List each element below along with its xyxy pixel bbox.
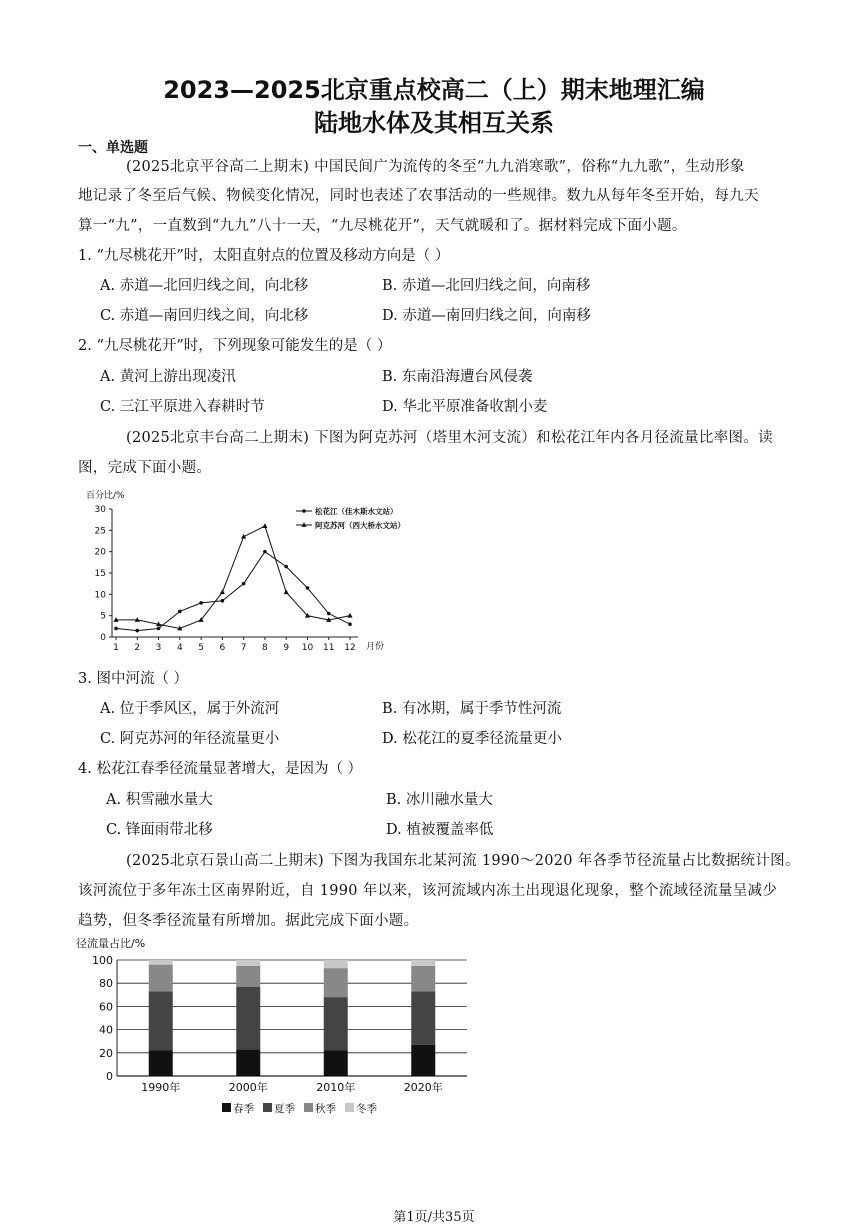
series-line [116, 526, 350, 628]
legend-label: 秋季 [315, 1103, 336, 1115]
data-point [114, 627, 118, 631]
bar-segment [324, 968, 348, 997]
legend-label: 春季 [233, 1103, 254, 1115]
y-axis-label: 径流量占比/% [76, 937, 146, 950]
option-b[interactable]: B. 冰川融水量大 [386, 792, 493, 808]
x-tick-label: 1 [113, 643, 119, 653]
bar-segment [411, 1045, 435, 1076]
option-a[interactable]: A. 积雪融水量大 [106, 792, 213, 808]
y-tick-label: 5 [100, 611, 106, 622]
bar-segment [324, 960, 348, 968]
y-tick-label: 80 [99, 977, 113, 991]
x-axis-label: 月份 [366, 642, 385, 652]
x-tick-label: 2010年 [316, 1081, 356, 1094]
data-point [135, 629, 139, 633]
passage3-line: 该河流位于多年冻土区南界附近，自 1990 年以来，该河流域内冻土出现退化现象，整个流域径流量呈减少 [78, 883, 778, 899]
option-b[interactable]: B. 有冰期，属于季节性河流 [382, 701, 562, 717]
x-tick-label: 5 [198, 643, 204, 653]
bar-segment [324, 1050, 348, 1076]
bar-segment [236, 987, 260, 1050]
x-tick-label: 9 [283, 643, 290, 653]
legend-label: 松花江（佳木斯水文站） [315, 507, 398, 516]
passage3-line: (2025北京石景山高二上期末) 下图为我国东北某河流 1990～2020 年各季节径流量占比数据统计图。 [126, 853, 800, 869]
x-tick-label: 6 [219, 643, 226, 653]
y-axis-label: 百分比/% [86, 491, 125, 501]
bar-segment [411, 991, 435, 1044]
question-stem: 1. “九尽桃花开”时，太阳直射点的位置及移动方向是（ ） [78, 248, 450, 264]
data-point [199, 601, 203, 605]
option-d[interactable]: D. 植被覆盖率低 [386, 822, 494, 838]
passage1-line: (2025北京平谷高二上期末) 中国民间广为流传的冬至“九九消寒歌”，俗称“九九歌”，生动形象 [126, 159, 745, 175]
option-d[interactable]: D. 华北平原准备收割小麦 [382, 399, 548, 415]
data-point [157, 627, 161, 631]
y-tick-label: 0 [100, 633, 106, 643]
y-tick-label: 100 [92, 954, 113, 967]
data-point [263, 550, 267, 554]
page-footer: 第1页/共35页 [393, 1210, 475, 1225]
x-tick-label: 8 [262, 643, 268, 653]
data-point [178, 610, 182, 614]
legend-swatch [345, 1103, 354, 1112]
legend-label: 冬季 [356, 1103, 377, 1115]
bar-segment [149, 1050, 173, 1076]
option-d[interactable]: D. 赤道—南回归线之间，向南移 [382, 308, 591, 324]
x-tick-label: 11 [323, 643, 335, 653]
bar-segment [411, 960, 435, 966]
option-c[interactable]: C. 赤道—南回归线之间，向北移 [100, 308, 309, 324]
x-tick-label: 2020年 [403, 1081, 443, 1094]
passage2-line: 图，完成下面小题。 [78, 460, 212, 476]
y-tick-label: 0 [106, 1070, 113, 1083]
seasonal-runoff-stacked-bar-chart [72, 932, 482, 1122]
x-tick-label: 4 [176, 643, 183, 653]
y-tick-label: 25 [94, 526, 106, 537]
legend-marker [302, 509, 306, 513]
legend-label: 阿克苏河（西大桥水文站） [315, 521, 405, 530]
passage3-line: 趋势，但冬季径流量有所增加。据此完成下面小题。 [78, 913, 419, 929]
option-a[interactable]: A. 黄河上游出现凌汛 [100, 369, 236, 385]
question-stem: 3. 图中河流（ ） [78, 671, 189, 687]
bar-segment [236, 966, 260, 987]
question-stem: 4. 松花江春季径流量显著增大，是因为（ ） [78, 761, 363, 777]
y-tick-label: 40 [99, 1023, 113, 1037]
option-a[interactable]: A. 赤道—北回归线之间，向北移 [100, 278, 309, 294]
passage1-line: 地记录了冬至后气候、物候变化情况，同时也表述了农事活动的一些规律。数九从每年冬至开始，每九天 [78, 188, 759, 204]
page-subtitle: 陆地水体及其相互关系 [314, 109, 554, 137]
bar-segment [149, 991, 173, 1050]
y-tick-label: 20 [94, 547, 106, 558]
question-stem: 2. “九尽桃花开”时，下列现象可能发生的是（ ） [78, 338, 392, 354]
bar-segment [236, 1049, 260, 1076]
bar-segment [411, 966, 435, 992]
option-c[interactable]: C. 锋面雨带北移 [106, 822, 213, 838]
section-heading: 一、单选题 [78, 140, 148, 156]
option-b[interactable]: B. 东南沿海遭台风侵袭 [382, 369, 533, 385]
legend-swatch [304, 1103, 313, 1112]
runoff-ratio-line-chart [78, 484, 438, 659]
legend-swatch [263, 1103, 272, 1112]
legend-label: 夏季 [274, 1103, 295, 1115]
y-tick-label: 10 [94, 590, 106, 601]
data-point [284, 565, 288, 569]
bar-segment [236, 960, 260, 966]
passage2-line: (2025北京丰台高二上期末) 下图为阿克苏河（塔里木河支流）和松花江年内各月径流量比率图。读 [126, 430, 773, 446]
option-c[interactable]: C. 阿克苏河的年径流量更小 [100, 731, 280, 747]
y-tick-label: 15 [94, 569, 106, 579]
data-point [306, 586, 310, 590]
x-tick-label: 2 [134, 643, 141, 653]
bar-segment [149, 965, 173, 992]
x-tick-label: 7 [240, 643, 247, 653]
passage1-line: 算一“九”，一直数到“九九”八十一天，“九尽桃花开”，天气就暖和了。据材料完成下面小题。 [78, 218, 687, 234]
data-point [327, 612, 331, 616]
x-tick-label: 10 [301, 643, 314, 653]
y-tick-label: 20 [99, 1046, 113, 1060]
legend-swatch [222, 1103, 231, 1112]
x-tick-label: 2000年 [228, 1081, 268, 1094]
bar-segment [324, 997, 348, 1050]
page-title: 2023—2025北京重点校高二（上）期末地理汇编 [163, 76, 705, 104]
y-tick-label: 30 [94, 505, 106, 515]
data-point [348, 622, 352, 626]
x-tick-label: 3 [155, 643, 162, 653]
data-point [221, 599, 225, 603]
option-d[interactable]: D. 松花江的夏季径流量更小 [382, 731, 562, 747]
option-b[interactable]: B. 赤道—北回归线之间，向南移 [382, 278, 591, 294]
x-tick-label: 1990年 [141, 1081, 181, 1094]
data-point [220, 589, 225, 594]
data-point [347, 613, 352, 618]
data-point [284, 589, 289, 594]
y-tick-label: 60 [99, 1000, 113, 1014]
bar-segment [149, 960, 173, 965]
data-point [262, 523, 267, 528]
data-point [242, 582, 246, 586]
option-a[interactable]: A. 位于季风区，属于外流河 [100, 701, 280, 717]
x-tick-label: 12 [344, 643, 356, 653]
option-c[interactable]: C. 三江平原进入春耕时节 [100, 399, 265, 415]
